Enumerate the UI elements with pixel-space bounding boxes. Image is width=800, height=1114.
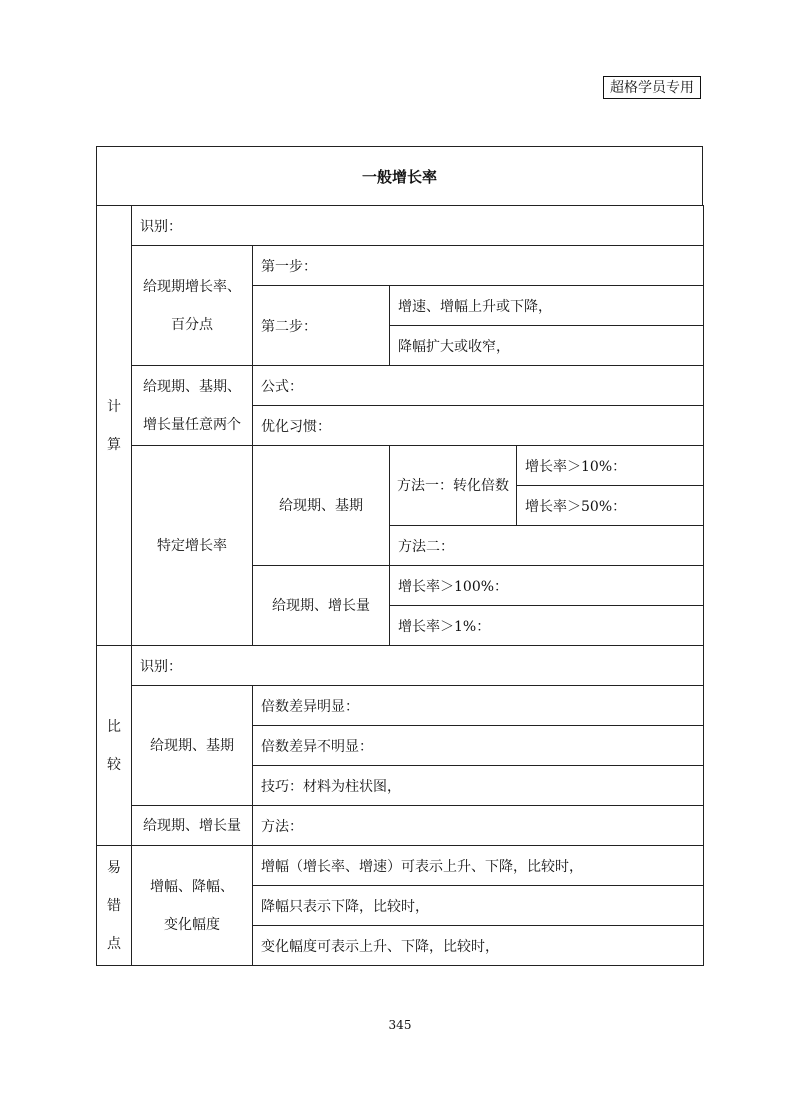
error-increase: 增幅（增长率、增速）可表示上升、下降，比较时， [253, 846, 704, 886]
error-decrease: 降幅只表示下降，比较时， [253, 886, 704, 926]
step-two-widen-narrow: 降幅扩大或收窄， [390, 326, 704, 366]
errors-sub-label: 增幅、降幅、 变化幅度 [132, 846, 253, 966]
error-change: 变化幅度可表示上升、下降，比较时， [253, 926, 704, 966]
step-two: 第二步： [253, 286, 390, 366]
method-two: 方法二： [390, 526, 704, 566]
given-cur-growth-label: 给现期、增长量 [253, 566, 390, 646]
calc-identify: 识别： [132, 206, 704, 246]
table-title: 一般增长率 [96, 146, 703, 205]
section-compare-label: 比 较 [97, 646, 132, 846]
cond-over-1: 增长率＞1%： [390, 606, 704, 646]
section-calc-label: 计 算 [97, 206, 132, 646]
cond-over-50: 增长率＞50%： [517, 486, 704, 526]
given-cur-base-label: 给现期、基期 [253, 446, 390, 566]
compare-identify: 识别： [132, 646, 704, 686]
compare-cur-base-label: 给现期、基期 [132, 686, 253, 806]
section-errors-label: 易 错 点 [97, 846, 132, 966]
page-number: 345 [388, 1018, 412, 1032]
optimize-habit: 优化习惯： [253, 406, 704, 446]
compare-cur-growth-label: 给现期、增长量 [132, 806, 253, 846]
given-rate-label: 给现期增长率、 百分点 [132, 246, 253, 366]
formula: 公式： [253, 366, 704, 406]
special-rate-label: 特定增长率 [132, 446, 253, 646]
bar-chart-tip: 技巧：材料为柱状图， [253, 766, 704, 806]
method-one: 方法一：转化倍数 [390, 446, 517, 526]
growth-rate-table [96, 205, 704, 966]
cond-over-10: 增长率＞10%： [517, 446, 704, 486]
step-two-rise-fall: 增速、增幅上升或下降， [390, 286, 704, 326]
step-one: 第一步： [253, 246, 704, 286]
multiple-not-obvious: 倍数差异不明显： [253, 726, 704, 766]
cond-over-100: 增长率＞100%： [390, 566, 704, 606]
student-only-badge: 超格学员专用 [603, 76, 701, 99]
multiple-obvious: 倍数差异明显： [253, 686, 704, 726]
any-two-label: 给现期、基期、 增长量任意两个 [132, 366, 253, 446]
compare-method: 方法： [253, 806, 704, 846]
